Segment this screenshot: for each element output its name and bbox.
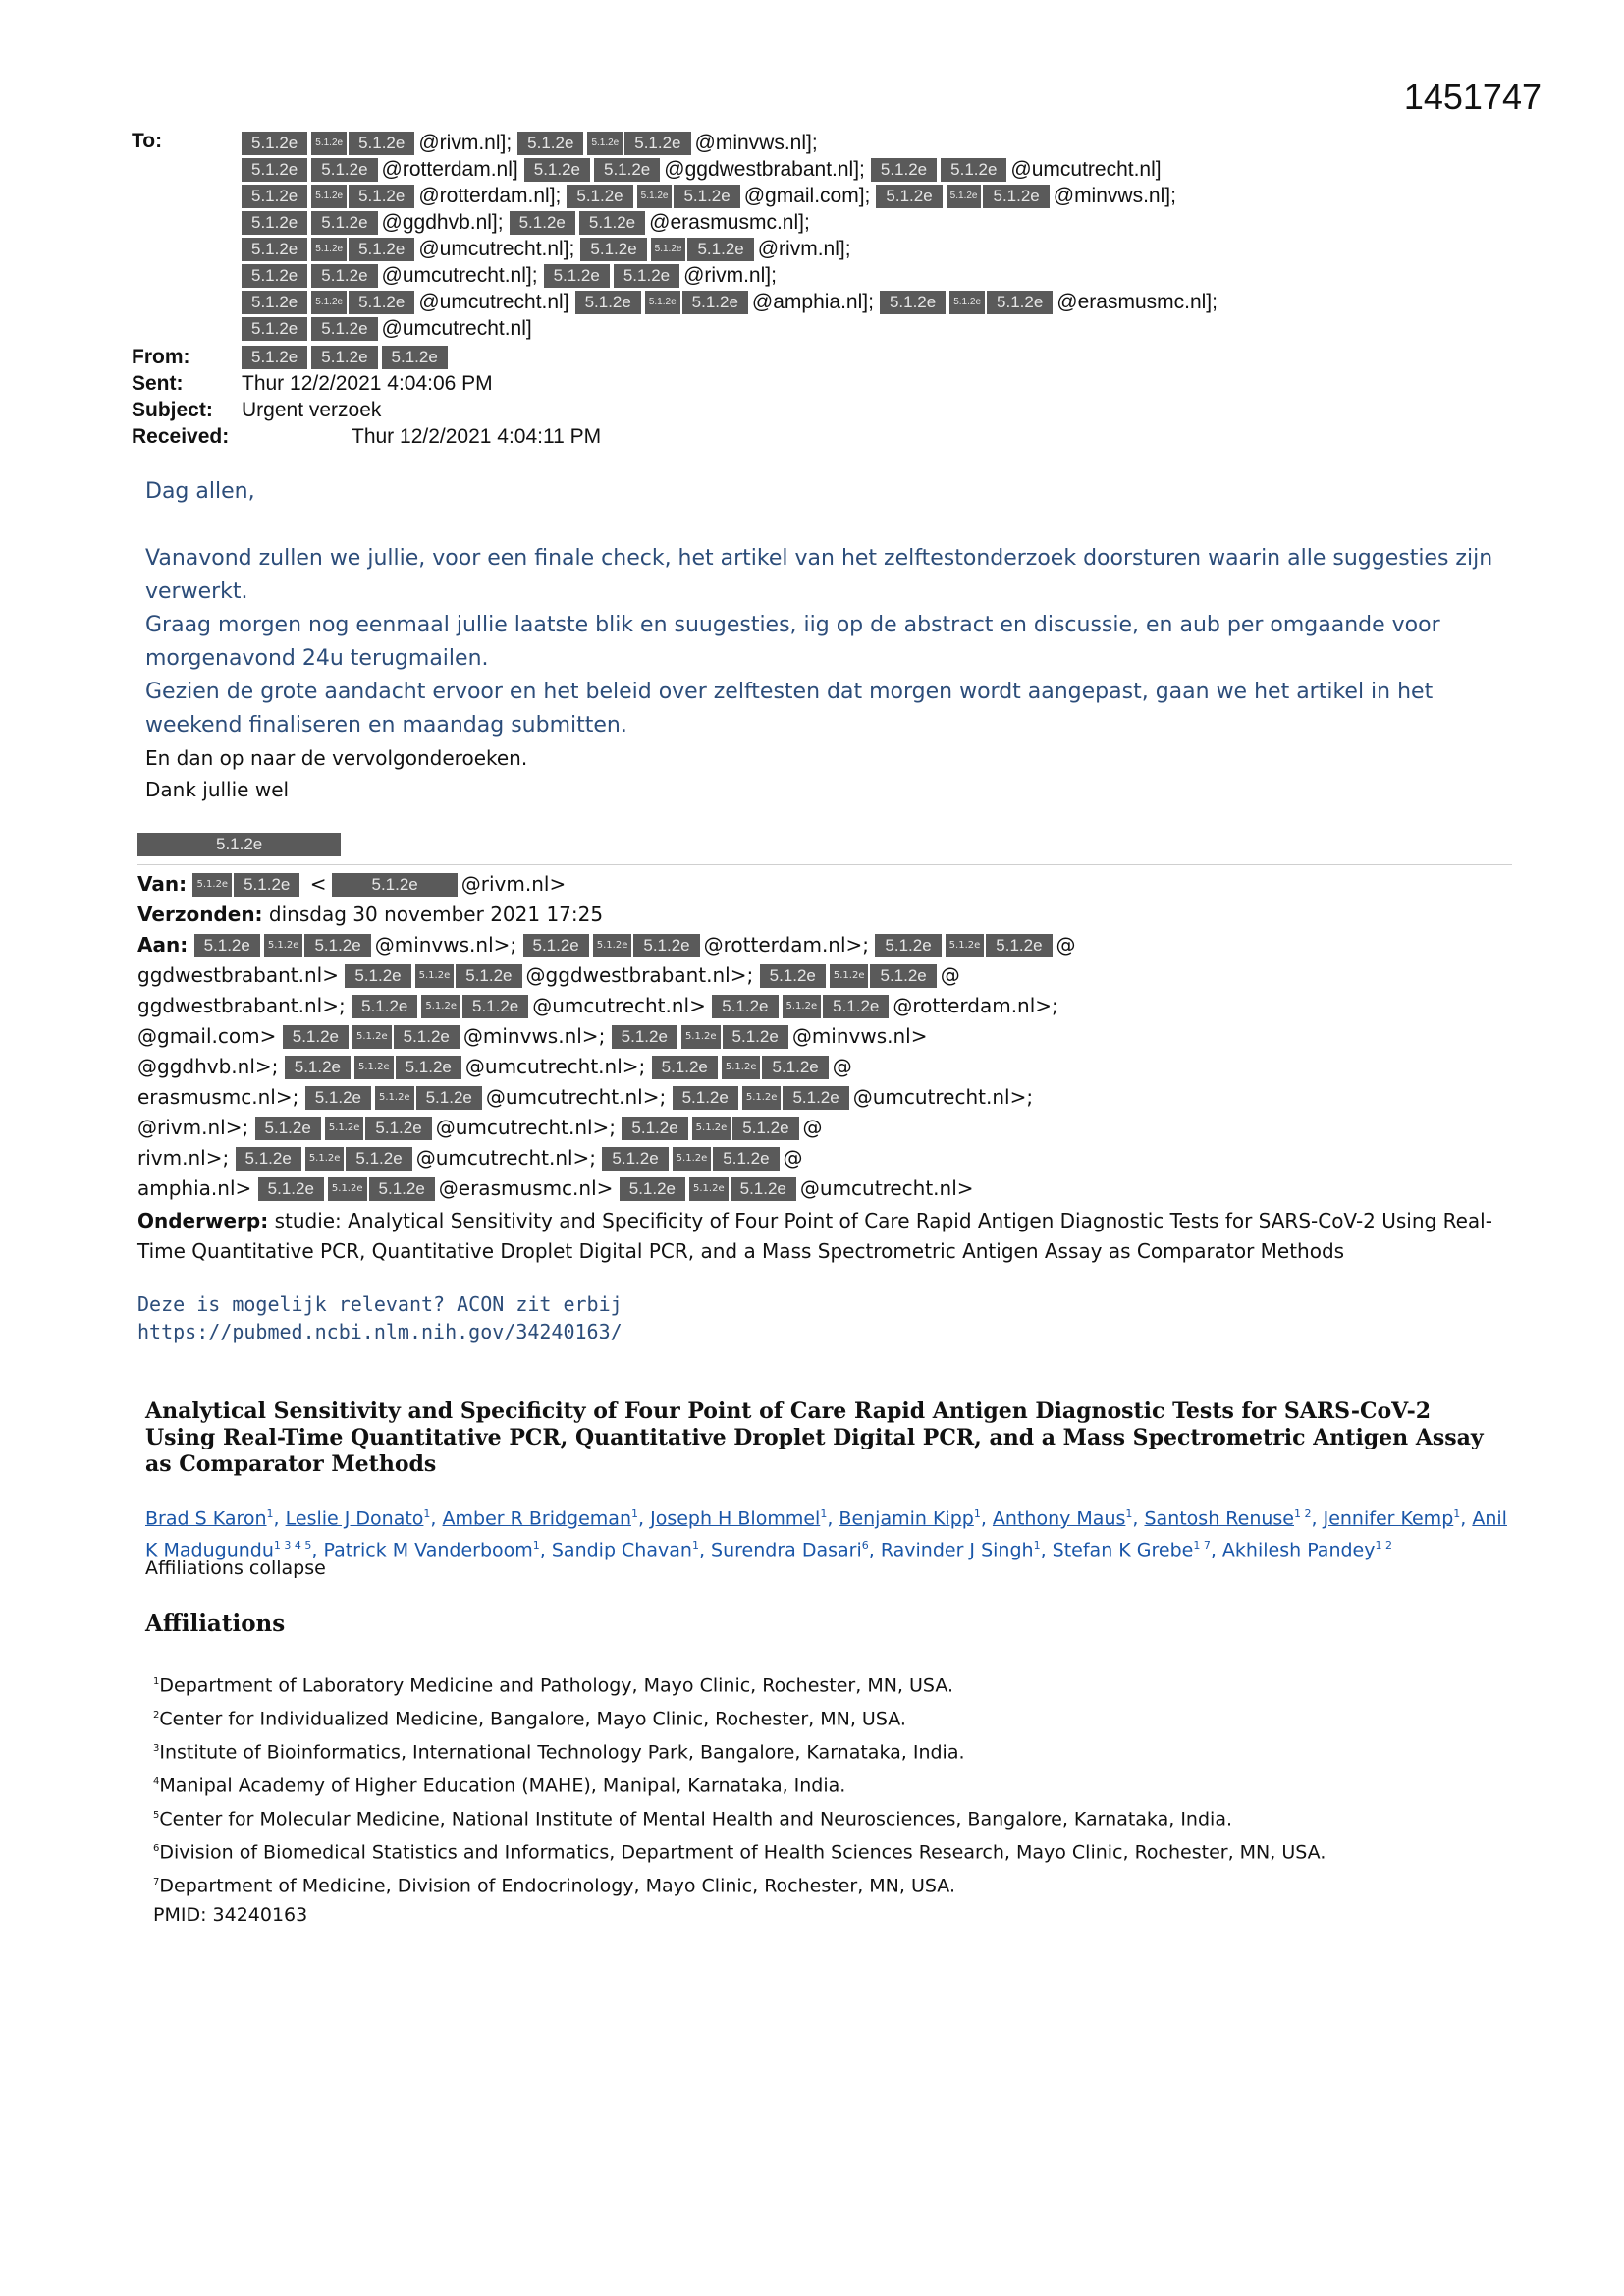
email-domain: @rivm.nl]; (418, 132, 513, 154)
paragraph-2: Graag morgen nog eenmaal jullie laatste blik en suugesties, iig op de abstract en discussie, en aub per omgaande voor morgenavond 24u terugmailen. (145, 613, 1440, 671)
affiliation-item (153, 1801, 1326, 1834)
redaction: 5.1.2e (722, 1056, 761, 1079)
from-label: From: (132, 346, 190, 368)
divider (137, 864, 1512, 865)
redaction: 5.1.2e (823, 995, 889, 1018)
redaction: 5.1.2e (567, 185, 632, 208)
redaction: 5.1.2e (234, 873, 299, 897)
redaction: 5.1.2e (192, 873, 232, 897)
verzonden-label: Verzonden: (137, 902, 263, 926)
email-domain: amphia.nl> (137, 1175, 252, 1200)
author-affiliation-ref[interactable]: 1 (532, 1539, 540, 1553)
redaction: 5.1.2e (870, 964, 936, 988)
author-affiliation-ref[interactable]: 1 (631, 1507, 638, 1520)
author-link[interactable]: Amber R Bridgeman (442, 1507, 631, 1530)
author-link[interactable]: Sandip Chavan (551, 1539, 692, 1561)
email-domain: @minvws.nl>; (462, 1023, 606, 1048)
redaction: 5.1.2e (673, 1147, 712, 1171)
redaction: 5.1.2e (575, 291, 641, 314)
redaction: 5.1.2e (524, 158, 590, 182)
redaction: 5.1.2e (311, 132, 347, 155)
email-domain: @umcutrecht.nl>; (435, 1115, 617, 1139)
author-affiliation-ref[interactable]: 1 (820, 1507, 828, 1520)
aan-line (137, 1174, 1512, 1204)
author-link[interactable]: Jennifer Kemp (1323, 1507, 1454, 1530)
redaction: 5.1.2e (732, 1117, 798, 1140)
aan-label: Aan: (137, 932, 189, 957)
author-link[interactable]: Anil K Madugundu (145, 1507, 1507, 1561)
email-domain: @umcutrecht.nl>; (415, 1145, 597, 1170)
aan-line (137, 1113, 1512, 1143)
to-line (242, 156, 1526, 183)
subject-value: Urgent verzoek (242, 399, 382, 421)
note-text: Deze is mogelijk relevant? ACON zit erbij (137, 1291, 623, 1316)
redaction: 5.1.2e (352, 995, 417, 1018)
to-recipients (242, 130, 1526, 342)
affiliation-text: Center for Individualized Medicine, Bangalore, Mayo Clinic, Rochester, MN, USA. (159, 1708, 906, 1730)
redaction: 5.1.2e (194, 934, 260, 957)
redaction: 5.1.2e (236, 1147, 301, 1171)
redaction: 5.1.2e (731, 1177, 796, 1201)
redaction: 5.1.2e (242, 158, 307, 182)
redaction: 5.1.2e (523, 934, 589, 957)
email-domain: @umcutrecht.nl>; (485, 1084, 667, 1109)
redaction: 5.1.2e (416, 1086, 482, 1110)
email-domain: @umcutrecht.nl>; (852, 1084, 1034, 1109)
email-domain: @umcutrecht.nl] (381, 317, 532, 340)
to-row (132, 130, 1526, 342)
onderwerp-row (137, 1206, 1512, 1267)
redaction: 5.1.2e (242, 264, 307, 288)
author-affiliation-ref[interactable]: 1 (1033, 1539, 1041, 1553)
redaction: 5.1.2e (332, 873, 457, 897)
redaction: 5.1.2e (242, 132, 307, 155)
redaction: 5.1.2e (304, 934, 370, 957)
email-domain: erasmusmc.nl>; (137, 1084, 299, 1109)
email-domain: @minvws.nl> (791, 1023, 928, 1048)
email-domain: ggdwestbrabant.nl> (137, 962, 339, 987)
author-affiliation-ref[interactable]: 1 3 4 5 (273, 1539, 312, 1553)
from-row (132, 344, 1526, 370)
redaction: 5.1.2e (456, 964, 521, 988)
redaction: 5.1.2e (311, 264, 377, 288)
redaction: 5.1.2e (614, 264, 679, 288)
aan-line (137, 1021, 1512, 1052)
to-line (242, 183, 1526, 209)
redaction: 5.1.2e (637, 185, 673, 208)
redaction: 5.1.2e (242, 317, 307, 341)
aan-line (137, 1052, 1512, 1082)
redaction: 5.1.2e (285, 1056, 351, 1079)
aan-line (137, 991, 1512, 1021)
redaction: 5.1.2e (349, 291, 414, 314)
van-label: Van: (137, 871, 188, 896)
received-label: Received: (132, 425, 230, 448)
affiliation-text: Department of Laboratory Medicine and Pathology, Mayo Clinic, Rochester, MN, USA. (159, 1674, 954, 1697)
author-link[interactable]: Benjamin Kipp (839, 1507, 974, 1530)
email-domain: @ (783, 1145, 803, 1170)
email-domain: @ggdhvb.nl>; (137, 1054, 279, 1078)
author-list: Brad S Karon$^1$, Leslie J Donato$^1$, Amber R Bridgeman$^1$, Joseph H Blommel$^1$, Benjamin Kipp$^1$, Anthony Maus$^1$, Santosh Renuse$^{1 2}$, Jennifer Kemp$^1$, Anil K Madugundu$^{1 3 4 5}$, Patrick M Vanderboom$^1$, Sandip Chavan$^1$, Surendra Dasari$^6$, Ravinder J Singh$^1$, Stefan K Grebe$^{1 7}$, Akhilesh Pandey$^{1 2}$ (145, 1507, 1507, 1561)
author-affiliation-ref[interactable]: 1 2 (1375, 1539, 1392, 1553)
affiliation-item (153, 1734, 1326, 1768)
email-domain: rivm.nl>; (137, 1145, 230, 1170)
author-affiliation-ref[interactable]: 1 (973, 1507, 981, 1520)
email-domain: @minvws.nl]; (1053, 185, 1176, 207)
to-line (242, 262, 1526, 289)
redaction: 5.1.2e (673, 1086, 738, 1110)
email-domain: @amphia.nl]; (751, 291, 874, 313)
email-domain: @rotterdam.nl]; (418, 185, 562, 207)
paragraph-5: Dank jullie wel (145, 778, 290, 801)
email-domain: @umcutrecht.nl]; (381, 264, 538, 287)
redaction: 5.1.2e (328, 1177, 367, 1201)
email-domain: @umcutrecht.nl> (532, 993, 706, 1017)
affiliation-item (153, 1701, 1326, 1734)
email-domain: @rotterdam.nl] (381, 158, 518, 181)
redaction: 5.1.2e (742, 1086, 782, 1110)
redaction: 5.1.2e (602, 1147, 668, 1171)
affiliations-collapse-toggle[interactable]: Affiliations collapse (145, 1558, 326, 1579)
redaction: 5.1.2e (349, 238, 414, 261)
author-link[interactable]: Joseph H Blommel (650, 1507, 821, 1530)
redaction: 5.1.2e (517, 132, 583, 155)
aan-line (137, 960, 1512, 991)
author-link[interactable]: Ravinder J Singh (880, 1539, 1034, 1561)
redaction: 5.1.2e (345, 964, 410, 988)
redaction: 5.1.2e (394, 1025, 460, 1049)
forward-note (137, 1290, 1512, 1345)
redaction: 5.1.2e (624, 132, 690, 155)
redaction: 5.1.2e (783, 995, 822, 1018)
author-link[interactable]: Anthony Maus (992, 1507, 1126, 1530)
email-domain: @rivm.nl]; (683, 264, 777, 287)
redaction: 5.1.2e (242, 211, 307, 235)
email-domain: @umcutrecht.nl] (1010, 158, 1162, 181)
redaction: 5.1.2e (593, 934, 632, 957)
email-domain: @umcutrecht.nl] (418, 291, 569, 313)
redaction: 5.1.2e (674, 185, 739, 208)
redaction: 5.1.2e (242, 291, 307, 314)
email-header (132, 130, 1526, 450)
redaction: 5.1.2e (949, 291, 985, 314)
to-line (242, 315, 1526, 342)
email-domain: @ (832, 1054, 852, 1078)
redaction: 5.1.2e (462, 995, 528, 1018)
email-domain: @ (940, 962, 960, 987)
redaction: 5.1.2e (415, 964, 455, 988)
redaction: 5.1.2e (620, 1177, 685, 1201)
author-link[interactable]: Patrick M Vanderboom (323, 1539, 533, 1561)
redaction: 5.1.2e (544, 264, 610, 288)
author-link[interactable]: Santosh Renuse (1144, 1507, 1294, 1530)
redaction: 5.1.2e (652, 1056, 718, 1079)
redaction: 5.1.2e (983, 185, 1049, 208)
author-affiliation-ref[interactable]: 1 (691, 1539, 699, 1553)
affiliation-number: 7 (153, 1877, 160, 1888)
subject-row (132, 397, 1526, 423)
redaction: 5.1.2e (875, 934, 941, 957)
forward-sender-redaction (137, 831, 1512, 856)
redaction: 5.1.2e (311, 346, 377, 369)
redaction: 5.1.2e (876, 185, 942, 208)
redaction: 5.1.2e (713, 1147, 779, 1171)
author-affiliation-ref[interactable]: 1 (266, 1507, 274, 1520)
subject-label: Subject: (132, 399, 213, 421)
redaction: 5.1.2e (325, 1117, 364, 1140)
received-value: Thur 12/2/2021 4:04:11 PM (352, 425, 602, 448)
email-domain: @rivm.nl]; (757, 238, 851, 260)
affiliation-item (153, 1768, 1326, 1801)
greeting: Dag allen, (145, 479, 255, 504)
redaction: 5.1.2e (396, 1056, 461, 1079)
redaction: 5.1.2e (311, 317, 377, 341)
affiliations-heading: Affiliations (145, 1611, 286, 1637)
to-label: To: (132, 130, 163, 152)
affiliation-number: 6 (153, 1843, 160, 1855)
to-line (242, 289, 1526, 315)
redaction: 5.1.2e (580, 238, 646, 261)
redaction: 5.1.2e (941, 158, 1006, 182)
author-link[interactable]: Surendra Dasari (711, 1539, 862, 1561)
email-domain: @ggdhvb.nl]; (381, 211, 504, 234)
author-affiliation-ref[interactable]: 1 (1125, 1507, 1133, 1520)
redaction: 5.1.2e (382, 346, 448, 369)
redaction: 5.1.2e (369, 1177, 435, 1201)
affiliation-number: 5 (153, 1810, 160, 1822)
sent-value: Thur 12/2/2021 4:04:06 PM (242, 372, 493, 395)
sent-label: Sent: (132, 372, 184, 395)
redaction: 5.1.2e (762, 1056, 828, 1079)
email-domain: @ggdwestbrabant.nl]; (664, 158, 865, 181)
redaction: 5.1.2e (622, 1117, 687, 1140)
affiliation-text: Division of Biomedical Statistics and Informatics, Department of Health Sciences Research, Mayo Clinic, Rochester, MN, USA. (159, 1841, 1326, 1864)
van-domain: @rivm.nl> (460, 871, 567, 896)
email-domain: @erasmusmc.nl> (438, 1175, 614, 1200)
redaction: 5.1.2e (689, 1177, 729, 1201)
redaction: 5.1.2e (579, 211, 645, 235)
author-affiliation-ref[interactable]: 1 2 (1294, 1507, 1312, 1520)
onderwerp-value: studie: Analytical Sensitivity and Specificity of Four Point of Care Rapid Antigen Diagnostic Tests for SARS-CoV-2 Using Real-Time Quantitative PCR, Quantitative Droplet Digital PCR, and a Mass Spectrometric Antigen Assay as Comparator Methods (137, 1208, 1492, 1263)
pubmed-link[interactable]: https://pubmed.ncbi.nlm.nih.gov/34240163/ (137, 1319, 623, 1343)
to-line (242, 209, 1526, 236)
redaction: 5.1.2e (510, 211, 575, 235)
email-domain: @ (1056, 932, 1076, 957)
paragraph-4: En dan op naar de vervolgonderoeken. (145, 746, 528, 770)
redaction: 5.1.2e (311, 238, 347, 261)
email-domain: @rotterdam.nl>; (893, 993, 1058, 1017)
redaction: 5.1.2e (760, 964, 826, 988)
redaction: 5.1.2e (255, 1117, 321, 1140)
redaction: 5.1.2e (986, 934, 1052, 957)
message-body (145, 475, 1500, 805)
aan-line (137, 1143, 1512, 1174)
author-link[interactable]: Akhilesh Pandey (1221, 1539, 1376, 1561)
verzonden-row (137, 900, 1512, 930)
affiliation-number: 1 (153, 1676, 160, 1687)
affiliation-item (153, 1868, 1326, 1901)
redaction: 5.1.2e (242, 346, 307, 369)
verzonden-value: dinsdag 30 november 2021 17:25 (268, 902, 604, 926)
redaction: 5.1.2e (612, 1025, 677, 1049)
document-id: 1451747 (1403, 77, 1542, 117)
email-domain: @ggdwestbrabant.nl>; (525, 962, 754, 987)
redaction: 5.1.2e (871, 158, 937, 182)
aan-line (137, 930, 1512, 960)
redaction: 5.1.2e (946, 934, 985, 957)
paragraph-1: Vanavond zullen we jullie, voor een finale check, het artikel van het zelftestonderzoek doorsturen waarin alle suggesties zijn verwerkt. (145, 546, 1493, 604)
redaction: 5.1.2e (258, 1177, 324, 1201)
redaction: 5.1.2e (305, 1147, 345, 1171)
redaction: 5.1.2e (687, 238, 753, 261)
affiliations-list (153, 1667, 1326, 1931)
email-domain: @umcutrecht.nl]; (418, 238, 575, 260)
redaction: 5.1.2e (633, 934, 699, 957)
to-line (242, 236, 1526, 262)
author-affiliation-ref[interactable]: 1 7 (1193, 1539, 1211, 1553)
affiliation-item (153, 1667, 1326, 1701)
redaction: 5.1.2e (880, 291, 946, 314)
affiliation-number: 4 (153, 1777, 160, 1788)
redaction: 5.1.2e (264, 934, 303, 957)
redaction: 5.1.2e (242, 238, 307, 261)
article-title: Analytical Sensitivity and Specificity of Four Point of Care Rapid Antigen Diagnostic Tests for SARS-CoV-2 Using Real-Time Quantitative PCR, Quantitative Droplet Digital PCR, and a Mass Spectrometric Antigen Assay as Comparator Methods (145, 1398, 1484, 1477)
redaction: 5.1.2e (594, 158, 660, 182)
author-link[interactable]: Stefan K Grebe (1052, 1539, 1194, 1561)
email-domain: ggdwestbrabant.nl>; (137, 993, 346, 1017)
redaction: 5.1.2e (311, 158, 377, 182)
redaction: 5.1.2e (375, 1086, 414, 1110)
redaction: 5.1.2e (651, 238, 686, 261)
redaction: 5.1.2e (365, 1117, 431, 1140)
redaction: 5.1.2e (311, 211, 377, 235)
redaction: 5.1.2e (692, 1117, 731, 1140)
aan-line (137, 1082, 1512, 1113)
affiliation-text: Department of Medicine, Division of Endocrinology, Mayo Clinic, Rochester, MN, USA. (159, 1875, 955, 1897)
pmid: PMID: 34240163 (153, 1904, 308, 1927)
aan-recipients (137, 930, 1512, 1204)
forwarded-message (137, 831, 1512, 1345)
author-link[interactable]: Leslie J Donato (285, 1507, 424, 1530)
redaction: 5.1.2e (242, 185, 307, 208)
redaction: 5.1.2e (137, 833, 341, 856)
redaction: 5.1.2e (587, 132, 623, 155)
email-domain: @rivm.nl>; (137, 1115, 249, 1139)
affiliation-text: Institute of Bioinformatics, International Technology Park, Bangalore, Karnataka, India. (159, 1741, 965, 1764)
redaction: 5.1.2e (947, 185, 982, 208)
redaction: 5.1.2e (830, 964, 869, 988)
received-row (132, 423, 1526, 450)
from-value (242, 344, 452, 370)
author-affiliation-ref[interactable]: 6 (861, 1539, 869, 1553)
email-domain: @erasmusmc.nl]; (649, 211, 810, 234)
author-affiliation-ref[interactable]: 1 (1453, 1507, 1461, 1520)
affiliation-text: Manipal Academy of Higher Education (MAHE), Manipal, Karnataka, India. (159, 1775, 846, 1797)
redaction: 5.1.2e (783, 1086, 848, 1110)
author-affiliation-ref[interactable]: 1 (423, 1507, 431, 1520)
redaction: 5.1.2e (283, 1025, 349, 1049)
email-domain: @umcutrecht.nl> (799, 1175, 974, 1200)
redaction: 5.1.2e (349, 132, 414, 155)
email-domain: @minvws.nl]; (694, 132, 818, 154)
affiliation-text: Center for Molecular Medicine, National Institute of Mental Health and Neurosciences, Bangalore, Karnataka, India. (159, 1808, 1232, 1831)
affiliation-number: 2 (153, 1710, 160, 1722)
redaction: 5.1.2e (723, 1025, 788, 1049)
email-domain: @minvws.nl>; (374, 932, 517, 957)
email-domain: @gmail.com]; (743, 185, 871, 207)
redaction: 5.1.2e (645, 291, 680, 314)
paragraph-3: Gezien de grote aandacht ervoor en het beleid over zelftesten dat morgen wordt aangepast, gaan we het artikel in het weekend finaliseren en maandag submitten. (145, 680, 1434, 738)
redaction: 5.1.2e (712, 995, 778, 1018)
redaction: 5.1.2e (346, 1147, 411, 1171)
onderwerp-label: Onderwerp: (137, 1208, 269, 1232)
affiliation-number: 3 (153, 1743, 160, 1755)
email-domain: @gmail.com> (137, 1023, 277, 1048)
redaction: 5.1.2e (305, 1086, 371, 1110)
email-domain: @erasmusmc.nl]; (1056, 291, 1218, 313)
affiliation-item (153, 1834, 1326, 1868)
author-link[interactable]: Brad S Karon (145, 1507, 267, 1530)
redaction: 5.1.2e (349, 185, 414, 208)
redaction: 5.1.2e (681, 1025, 721, 1049)
redaction: 5.1.2e (987, 291, 1053, 314)
sent-row (132, 370, 1526, 397)
redaction: 5.1.2e (682, 291, 748, 314)
redaction: 5.1.2e (354, 1056, 394, 1079)
redaction: 5.1.2e (311, 291, 347, 314)
email-domain: @umcutrecht.nl>; (464, 1054, 646, 1078)
email-domain: @ (802, 1115, 823, 1139)
redaction: 5.1.2e (311, 185, 347, 208)
to-line (242, 130, 1526, 156)
redaction: 5.1.2e (352, 1025, 392, 1049)
email-domain: @rotterdam.nl>; (703, 932, 870, 957)
van-row: Van: 5.1.2e 5.1.2e < 5.1.2e @rivm.nl> (137, 871, 567, 896)
redaction: 5.1.2e (421, 995, 460, 1018)
